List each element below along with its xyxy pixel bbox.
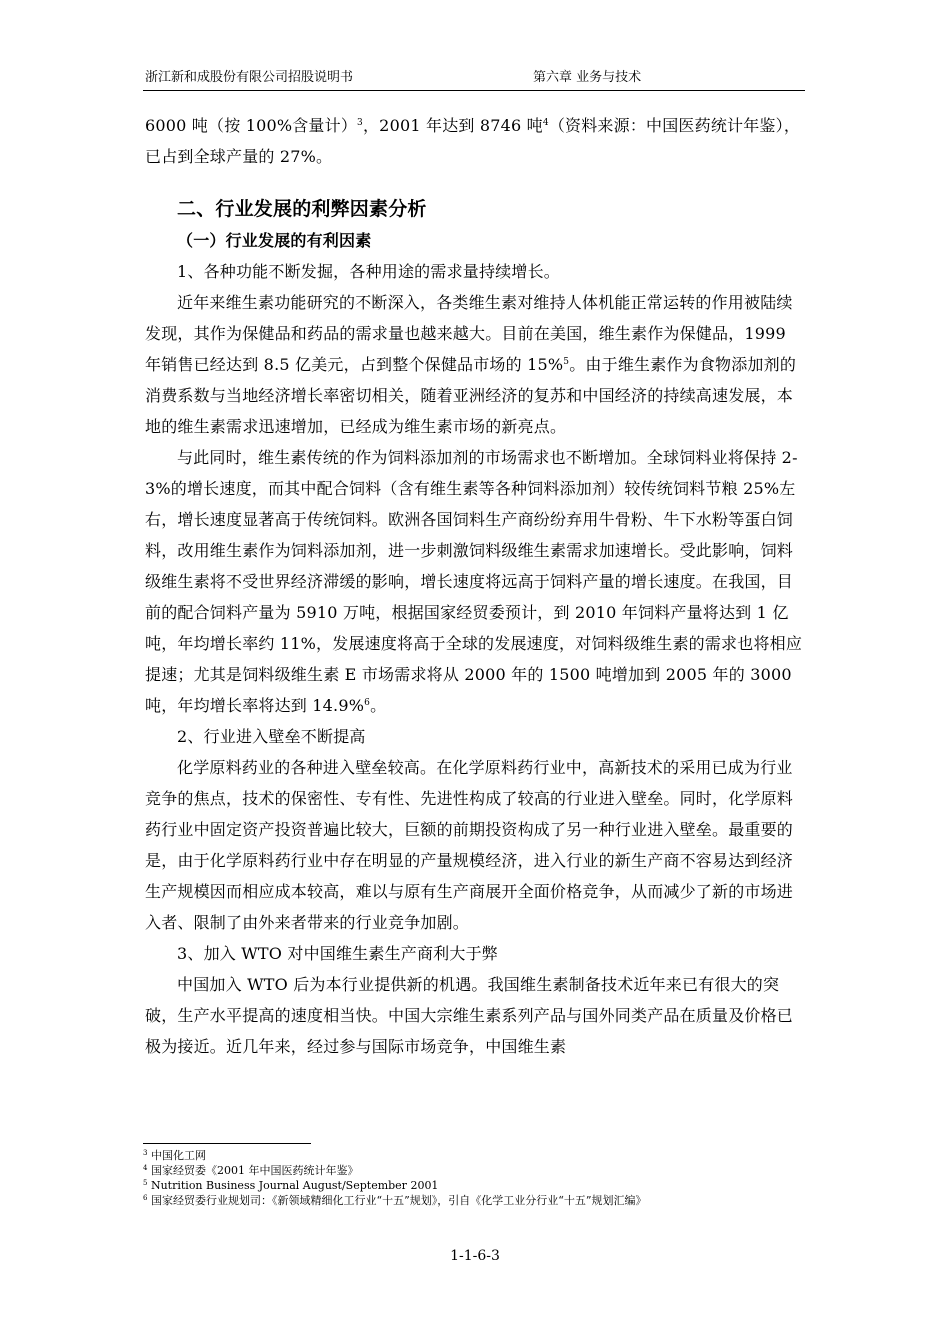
paragraph-1 (145, 287, 805, 442)
header-company-title: 浙江新和成股份有限公司招股说明书 (145, 70, 354, 85)
text-run: ，2001 年达到 8746 吨 (362, 116, 543, 135)
text-run: 。 (370, 696, 387, 715)
item-heading-1: 1、各种功能不断发掘，各种用途的需求量持续增长。 (177, 262, 560, 281)
paragraph-3: 化学原料药业的各种进入壁垒较高。在化学原料药行业中，高新技术的采用已成为行业竞争的焦点，技术的保密性、专有性、先进性构成了较高的行业进入壁垒。同时，化学原料药行业中固定资产投资普遍比较大，巨额的前期投资构成了另一种行业进入壁垒。最重要的是，由于化学原料药行业中存在明显的产量规模经济，进入行业的新生产商不容易达到经济生产规模因而相应成本较高，难以与原有生产商展开全面价格竞争，从而减少了新的市场进入者、限制了由外来者带来的行业竞争加剧。 (145, 758, 794, 932)
footnotes (143, 1148, 807, 1208)
footnote-6 (143, 1193, 807, 1208)
footnote-number: 5 (143, 1179, 148, 1187)
text-run: 。由于维生素作为食物添加剂的消费系数与当地经济增长率密切相关，随着亚洲经济的复苏和中国经济的持续高速发展，本地的维生素需求迅速增加，已经成为维生素市场的新亮点。 (145, 355, 797, 436)
footnote-ref-6: 6 (364, 698, 371, 708)
footnote-ref-3: 3 (357, 118, 363, 128)
item-heading-3: 3、加入 WTO 对中国维生素生产商利大于弊 (177, 944, 498, 963)
footnote-divider (143, 1143, 311, 1144)
paragraph-2 (145, 442, 805, 721)
text-run: 近年来维生素功能研究的不断深入，各类维生素对维持人体机能正常运转的作用被陆续发现，其作为保健品和药品的需求量也越来越大。目前在美国，维生素作为保健品，1999 年销售已经达到 8.5 亿美元，占到整个保健品市场的 15% (145, 293, 793, 374)
item-heading-2: 2、行业进入壁垒不断提高 (177, 727, 366, 746)
paragraph-4: 中国加入 WTO 后为本行业提供新的机遇。我国维生素制备技术近年来已有很大的突破，生产水平提高的速度相当快。中国大宗维生素系列产品与国外同类产品在质量及价格已极为接近。近几年来，经过参与国际市场竞争，中国维生素 (145, 975, 794, 1056)
footnote-text: Nutrition Business Journal August/September 2001 (150, 1179, 439, 1192)
footnote-ref-5: 5 (563, 357, 570, 367)
footnote-number: 6 (143, 1194, 148, 1202)
page-header (143, 62, 805, 91)
footnote-number: 4 (143, 1164, 148, 1172)
footnote-5 (143, 1178, 807, 1193)
document-body (145, 110, 805, 1062)
footnote-text: 国家经贸委《2001 年中国医药统计年鉴》 (150, 1164, 359, 1177)
text-run: 6000 吨（按 100%含量计） (145, 116, 358, 135)
footnote-text: 中国化工网 (150, 1149, 206, 1162)
text-run: 与此同时，维生素传统的作为饲料添加剂的市场需求也不断增加。全球饲料业将保持 2-3%的增长速度，而其中配合饲料（含有维生素等各种饲料添加剂）较传统饲料节粮 25%左右，增长速度显著高于传统饲料。欧洲各国饲料生产商纷纷弃用牛骨粉、牛下水粉等蛋白饲料，改用维生素作为饲料添加剂，进一步刺激饲料级维生素需求加速增长。受此影响，饲料级维生素将不受世界经济滞缓的影响，增长速度将远高于饲料产量的增长速度。在我国，目前的配合饲料产量为 5910 万吨，根据国家经贸委预计，到 2010 年饲料产量将达到 1 亿吨，年均增长率约 11%，发展速度将高于全球的发展速度，对饲料级维生素的需求也将相应提速；尤其是饲料级维生素 E 市场需求将从 2000 年的 1500 吨增加到 2005 年的 3000 吨，年均增长率将达到 14.9% (145, 448, 803, 715)
text-run: （资料来源：中国医药统计年鉴），已占到全球产量的 27%。 (145, 116, 801, 166)
footnote-number: 3 (143, 1149, 148, 1157)
paragraph-continued (145, 110, 805, 172)
footnote-ref-4: 4 (542, 118, 549, 128)
footnote-text: 国家经贸委行业规划司：《新领域精细化工行业“十五”规划》，引自《化学工业分行业“十五”规划汇编》 (150, 1194, 647, 1207)
header-chapter-title: 第六章 业务与技术 (533, 70, 642, 85)
footnote-4 (143, 1163, 807, 1178)
subsection-title: （一）行业发展的有利因素 (177, 231, 372, 250)
section-title: 二、行业发展的利弊因素分析 (177, 198, 427, 220)
footnote-3 (143, 1148, 807, 1163)
page-number: 1-1-6-3 (450, 1248, 500, 1264)
